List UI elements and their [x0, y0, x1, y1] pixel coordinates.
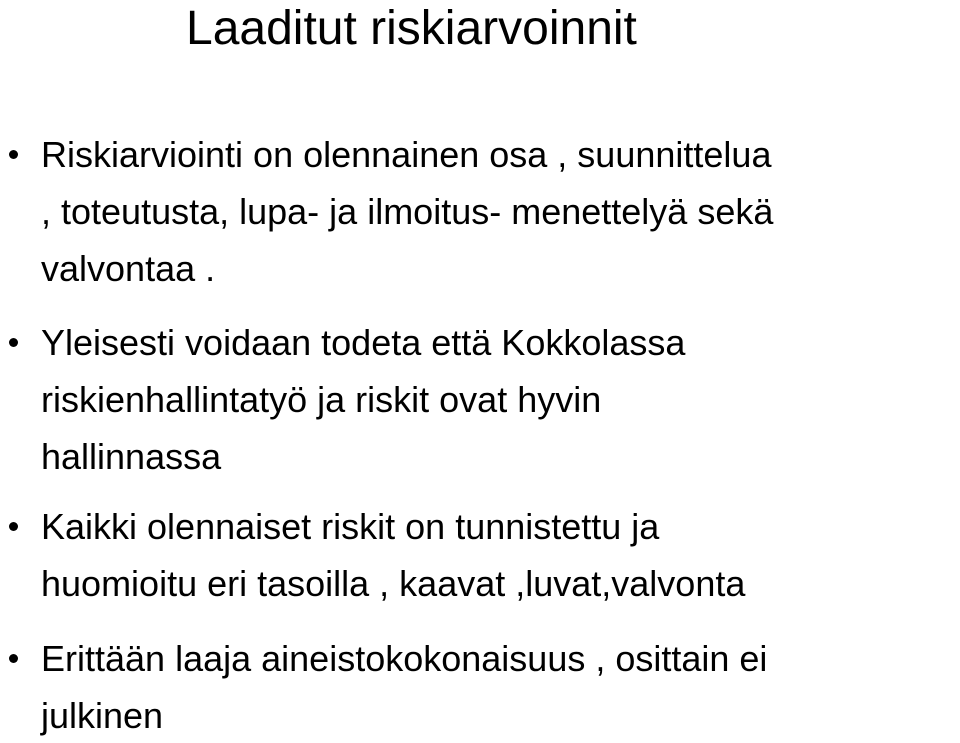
- bullet-text: [41, 498, 745, 612]
- bullet-line: Erittään laaja aineistokokonaisuus , osittain ei: [41, 638, 768, 679]
- bullet-dot-icon: [9, 522, 18, 531]
- bullet-line: Kaikki olennaiset riskit on tunnistettu ja: [41, 506, 660, 547]
- bullet-line: Riskiarviointi on olennainen osa , suunnittelua: [41, 134, 772, 175]
- bullet-line: huomioitu eri tasoilla , kaavat ,luvat,valvonta: [41, 563, 746, 604]
- bullet-line: riskienhallintatyö ja riskit ovat hyvin: [41, 379, 602, 420]
- bullet-dot-icon: [9, 150, 18, 159]
- bullet-dot-icon: [9, 654, 18, 663]
- bullet-dot-icon: [9, 338, 18, 347]
- bullet-line: Yleisesti voidaan todeta että Kokkolassa: [41, 322, 686, 363]
- slide-title: Laaditut riskiarvoinnit: [186, 2, 637, 55]
- bullet-text: [41, 630, 767, 743]
- bullet-line: valvontaa .: [41, 248, 216, 289]
- bullet-text: [41, 126, 773, 297]
- bullet-text: [41, 314, 685, 485]
- bullet-line: , toteutusta, lupa- ja ilmoitus- menettelyä sekä: [41, 191, 774, 232]
- bullet-line: hallinnassa: [41, 436, 222, 477]
- bullet-line: julkinen: [41, 695, 164, 736]
